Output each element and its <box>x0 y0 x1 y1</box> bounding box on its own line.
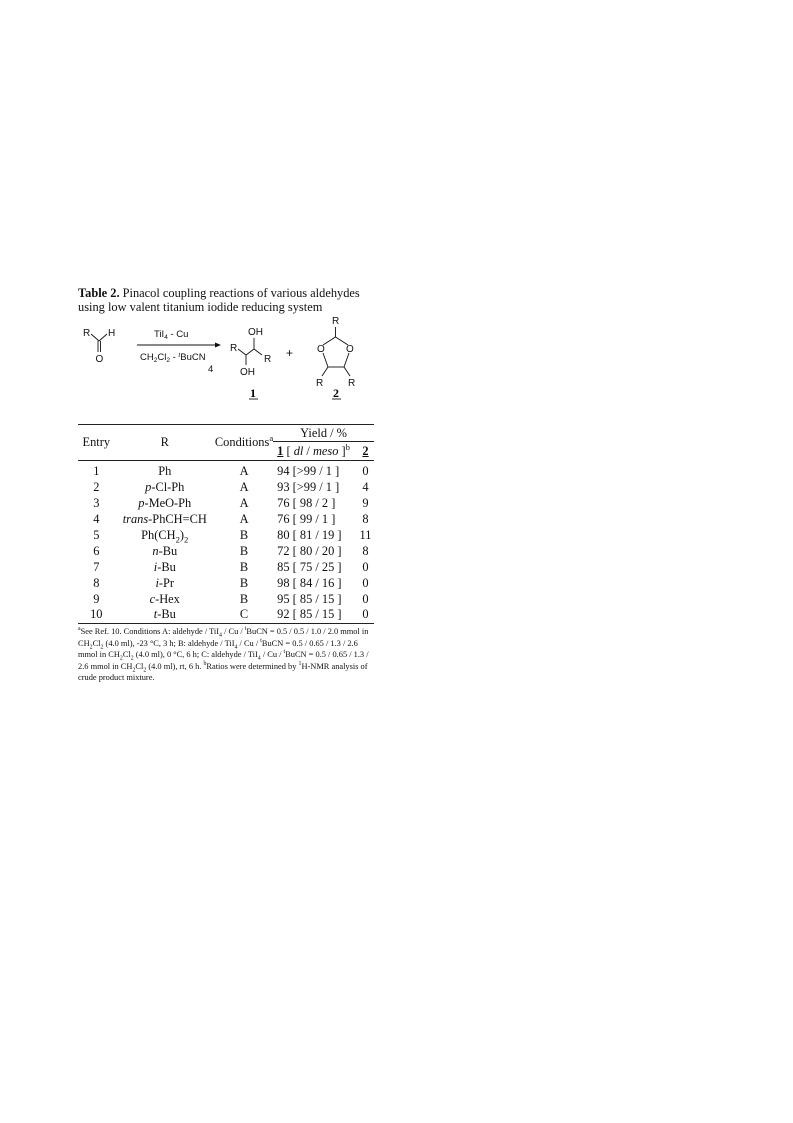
header-conditions: Conditions$^a$ <box>214 432 274 449</box>
row-yield-2: 0 <box>362 464 369 479</box>
row-r: p-Cl-Ph <box>145 480 185 495</box>
table-footnote: $^a$See Ref. 10. Conditions A: aldehyde / TiI$_4$ / Cu / $^t$BuCN = 0.5 / 0.5 / 1.0 / 2.0 mmol in $CH_2Cl_2$ (4.0 ml), -23 °C, 3 h; B: aldehyde / TiI$_4$ / Cu / $^t$BuCN = 0.5 / 0.65 / 1.3 / 2.6 mmol in $CH_2Cl_2$ (4.0 ml), 0 °C, 6 h; C: aldehyde / TiI$_4$ / Cu / $^t$BuCN = 0.5 / 0.65 / 1.3 / 2.6 mmol in $CH_2Cl_2$ (4.0 ml), rt, 6 h. $^b$Ratios were determined by $^1$H-NMR analysis of crude product mixture. <box>78 626 369 683</box>
caption-lead: Table 2. <box>78 286 120 300</box>
dioxolane-r-right: R <box>348 378 356 389</box>
row-yield-2: 0 <box>362 559 369 574</box>
row-conditions: A <box>239 464 249 479</box>
row-yield-1: 92 [ 85 / 15 ] <box>277 607 342 622</box>
row-entry: 6 <box>93 543 100 558</box>
diol-oh-top: OH <box>248 327 263 338</box>
reaction-scheme-drawing <box>78 314 374 424</box>
table-row <box>78 461 374 480</box>
reagent-bottom: $CH_2Cl_2$ - $^t$BuCN <box>140 352 206 364</box>
row-conditions: C <box>239 607 249 622</box>
row-yield-2: 0 <box>362 575 369 590</box>
row-conditions: B <box>239 543 249 558</box>
row-yield-2: 0 <box>362 591 369 606</box>
row-r: p-MeO-Ph <box>138 496 192 511</box>
row-r: n-Bu <box>152 543 178 558</box>
table-row <box>78 559 374 575</box>
row-yield-1: 94 [>99 / 1 ] <box>277 464 340 479</box>
product1-label: 1 <box>250 386 256 400</box>
row-yield-2: 4 <box>362 480 369 495</box>
row-yield-1: 85 [ 75 / 25 ] <box>277 559 342 574</box>
row-yield-2: 0 <box>362 607 369 622</box>
row-conditions: A <box>239 512 249 527</box>
row-conditions: A <box>239 480 249 495</box>
table-row <box>78 607 374 623</box>
header-r: R <box>160 435 169 449</box>
row-yield-1: 80 [ 81 / 19 ] <box>277 528 342 542</box>
aldehyde-o-label: O <box>95 354 104 365</box>
table-row <box>78 543 374 559</box>
row-entry: 10 <box>90 607 103 622</box>
table-row <box>78 591 374 607</box>
table-row <box>78 575 374 591</box>
dioxolane-o-right: O <box>346 344 354 355</box>
product2-label: 2 <box>333 386 339 400</box>
row-conditions: A <box>239 496 249 511</box>
diol-r-right: R <box>264 354 272 365</box>
row-yield-2: 8 <box>362 512 369 527</box>
aldehyde-r-label: R <box>83 328 91 339</box>
row-yield-1: 76 [ 98 / 2 ] <box>277 496 336 511</box>
row-entry: 1 <box>93 464 100 479</box>
row-r: t-Bu <box>153 607 176 622</box>
table-row <box>78 496 374 512</box>
row-r: $Ph(CH_2)_2$ <box>141 528 189 545</box>
row-entry: 2 <box>93 480 100 495</box>
row-entry: 3 <box>93 496 100 511</box>
dioxolane-r-top: R <box>332 316 340 327</box>
reaction-scheme <box>78 314 374 424</box>
header-yield-1: 1 [ dl / meso ]$^b$ <box>277 441 350 458</box>
row-yield-1: 95 [ 85 / 15 ] <box>277 591 342 606</box>
header-yield-2: 2 <box>362 443 369 458</box>
table-caption <box>78 286 374 314</box>
dioxolane-o-left: O <box>317 344 325 355</box>
row-entry: 8 <box>93 575 100 590</box>
row-r: i-Bu <box>153 559 176 574</box>
aldehyde-h-label: H <box>108 328 116 339</box>
row-conditions: B <box>239 528 249 542</box>
row-conditions: B <box>239 575 249 590</box>
table-block <box>78 286 374 684</box>
row-r: c-Hex <box>149 591 180 606</box>
reagent-equiv: 4 <box>208 364 214 375</box>
row-yield-2: 8 <box>362 543 369 558</box>
row-yield-1: 72 [ 80 / 20 ] <box>277 543 342 558</box>
reagent-top: TiI$_4$ - Cu <box>154 329 189 341</box>
row-r: Ph <box>158 464 172 479</box>
row-yield-1: 98 [ 84 / 16 ] <box>277 575 342 590</box>
plus-sign: + <box>286 346 294 360</box>
row-entry: 4 <box>93 512 100 527</box>
table-row <box>78 480 374 496</box>
diol-oh-bottom: OH <box>240 367 255 378</box>
row-r: trans-PhCH=CH <box>122 512 207 527</box>
row-conditions: B <box>239 591 249 606</box>
header-yield: Yield / % <box>273 425 374 442</box>
row-conditions: B <box>239 559 249 574</box>
row-yield-2: 11 <box>359 528 372 542</box>
yield-table <box>78 424 374 624</box>
header-entry: Entry <box>82 435 111 449</box>
row-yield-1: 76 [ 99 / 1 ] <box>277 512 336 527</box>
diol-r-left: R <box>230 343 238 354</box>
row-yield-2: 9 <box>362 496 369 511</box>
row-r: i-Pr <box>155 575 175 590</box>
table-row <box>78 512 374 528</box>
row-entry: 9 <box>93 591 100 606</box>
table-row <box>78 528 374 544</box>
row-yield-1: 93 [>99 / 1 ] <box>277 480 340 495</box>
row-entry: 5 <box>93 528 100 542</box>
row-entry: 7 <box>93 559 100 574</box>
dioxolane-r-left: R <box>316 378 324 389</box>
caption-text: Pinacol coupling reactions of various aldehydes using low valent titanium iodide reducing system <box>78 286 360 314</box>
